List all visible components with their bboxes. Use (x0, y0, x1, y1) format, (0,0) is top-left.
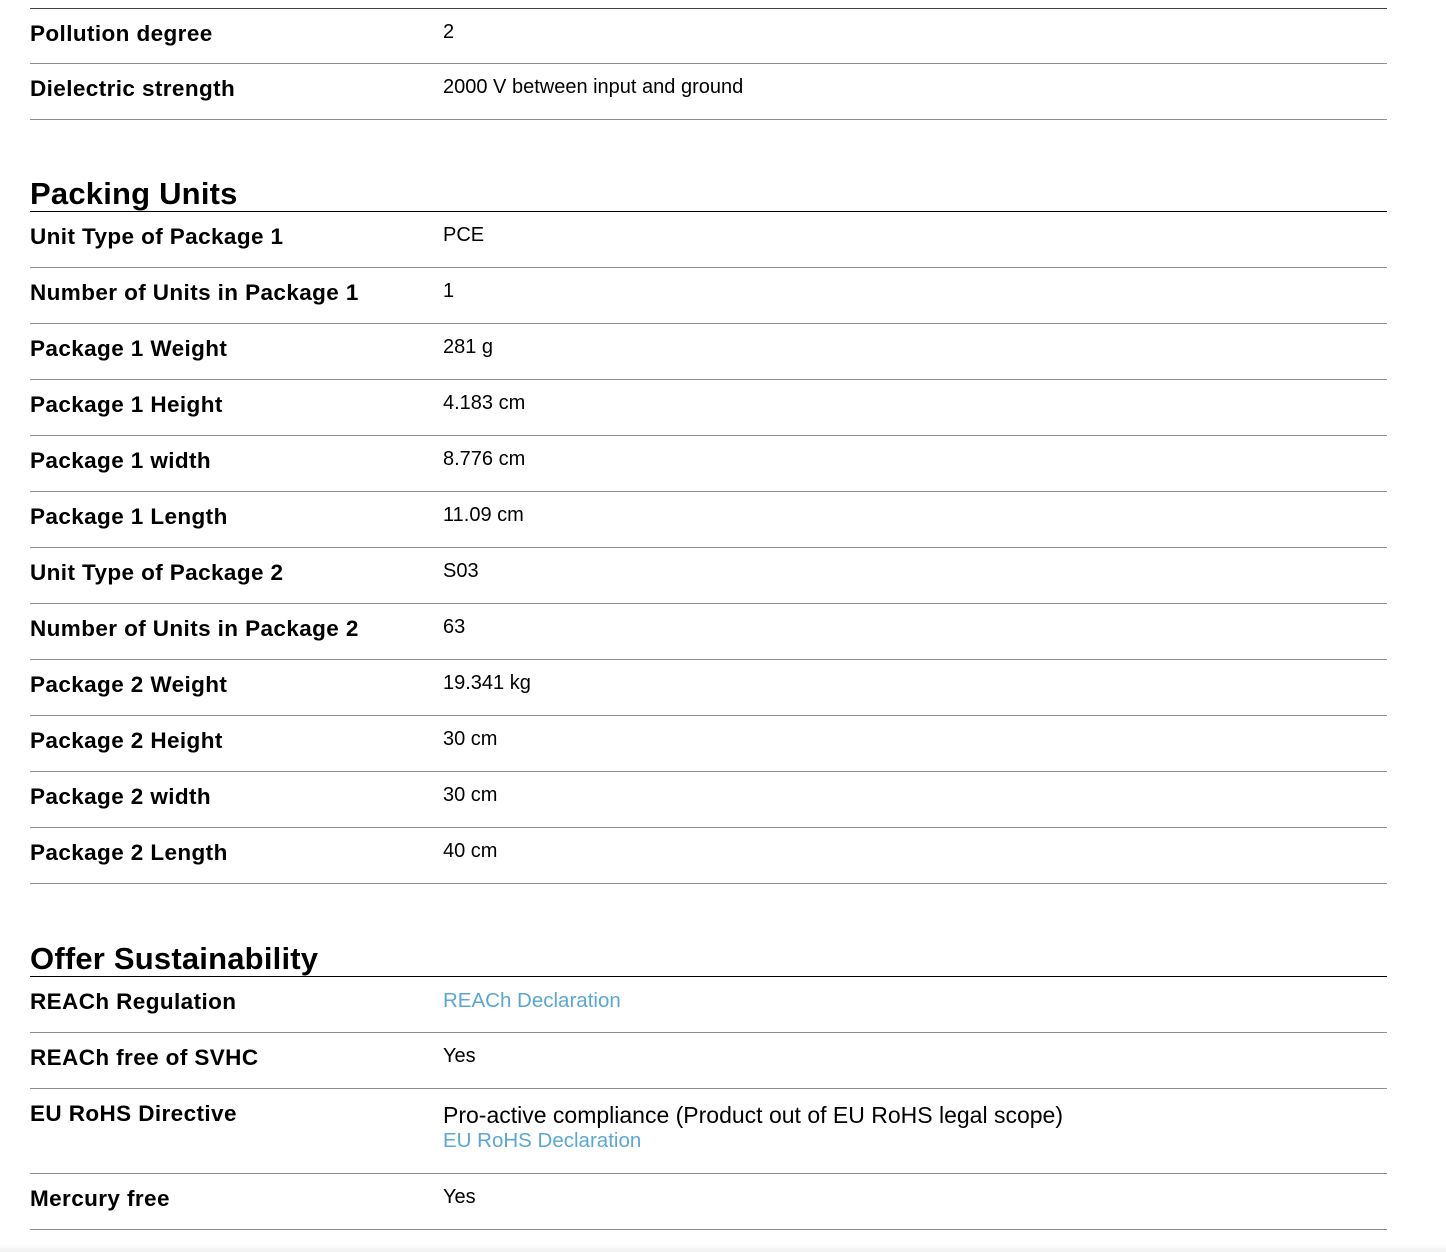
packing-units-section (30, 176, 1387, 884)
table-row (30, 828, 1387, 884)
row-label: Dielectric strength (30, 76, 236, 101)
row-value: 8.776 cm (443, 448, 526, 470)
row-value: 11.09 cm (443, 504, 524, 526)
table-row (30, 772, 1387, 828)
row-label: Package 1 Height (30, 392, 223, 417)
row-label: Package 2 Length (30, 840, 228, 865)
row-value: 281 g (443, 336, 494, 358)
row-value: S03 (443, 560, 479, 582)
row-value: 2 (443, 21, 455, 43)
row-label: Package 2 width (30, 784, 212, 809)
offer-sustainability-section (30, 941, 1387, 1230)
row-value: 19.341 kg (443, 672, 531, 694)
table-row (30, 1174, 1387, 1230)
table-row (30, 380, 1387, 436)
table-row (30, 64, 1387, 120)
row-value: 63 (443, 616, 466, 638)
table-row (30, 1089, 1387, 1174)
row-label: REACh free of SVHC (30, 1045, 259, 1070)
row-label: Mercury free (30, 1186, 170, 1211)
table-row (30, 492, 1387, 548)
row-value: 4.183 cm (443, 392, 526, 414)
row-value: 30 cm (443, 728, 498, 750)
row-label: Package 2 Height (30, 728, 223, 753)
table-row (30, 604, 1387, 660)
table-row (30, 548, 1387, 604)
page-bottom-fade (0, 1244, 1446, 1252)
section-title-offer-sustainability: Offer Sustainability (30, 941, 1387, 977)
table-row (30, 716, 1387, 772)
general-table (30, 8, 1387, 120)
row-value: 1 (443, 280, 455, 302)
row-value (443, 1089, 1387, 1173)
row-label: Pollution degree (30, 21, 213, 46)
eu-rohs-declaration-link[interactable]: EU RoHS Declaration (443, 1129, 642, 1152)
row-label: Number of Units in Package 1 (30, 280, 359, 305)
row-label: Package 1 Length (30, 504, 228, 529)
row-value: 40 cm (443, 840, 498, 862)
row-value (443, 977, 1387, 1032)
reach-declaration-link[interactable]: REACh Declaration (443, 989, 621, 1012)
row-value: PCE (443, 224, 485, 246)
table-row (30, 660, 1387, 716)
row-label: Unit Type of Package 2 (30, 560, 284, 585)
table-row (30, 8, 1387, 64)
row-value: 30 cm (443, 784, 498, 806)
row-value: Yes (443, 1045, 476, 1067)
row-label: Unit Type of Package 1 (30, 224, 284, 249)
eu-rohs-compliance-text: Pro-active compliance (Product out of EU RoHS legal scope) (443, 1102, 1064, 1128)
table-row (30, 324, 1387, 380)
row-label: REACh Regulation (30, 989, 237, 1014)
row-value: 2000 V between input and ground (443, 76, 744, 98)
section-title-packing-units: Packing Units (30, 176, 1387, 212)
table-row (30, 212, 1387, 268)
row-label: EU RoHS Directive (30, 1101, 237, 1126)
row-label: Package 2 Weight (30, 672, 228, 697)
table-row (30, 436, 1387, 492)
row-label: Package 1 width (30, 448, 212, 473)
row-label: Package 1 Weight (30, 336, 228, 361)
table-row (30, 1033, 1387, 1089)
row-label: Number of Units in Package 2 (30, 616, 359, 641)
row-value: Yes (443, 1186, 476, 1208)
table-row (30, 268, 1387, 324)
table-row (30, 977, 1387, 1033)
